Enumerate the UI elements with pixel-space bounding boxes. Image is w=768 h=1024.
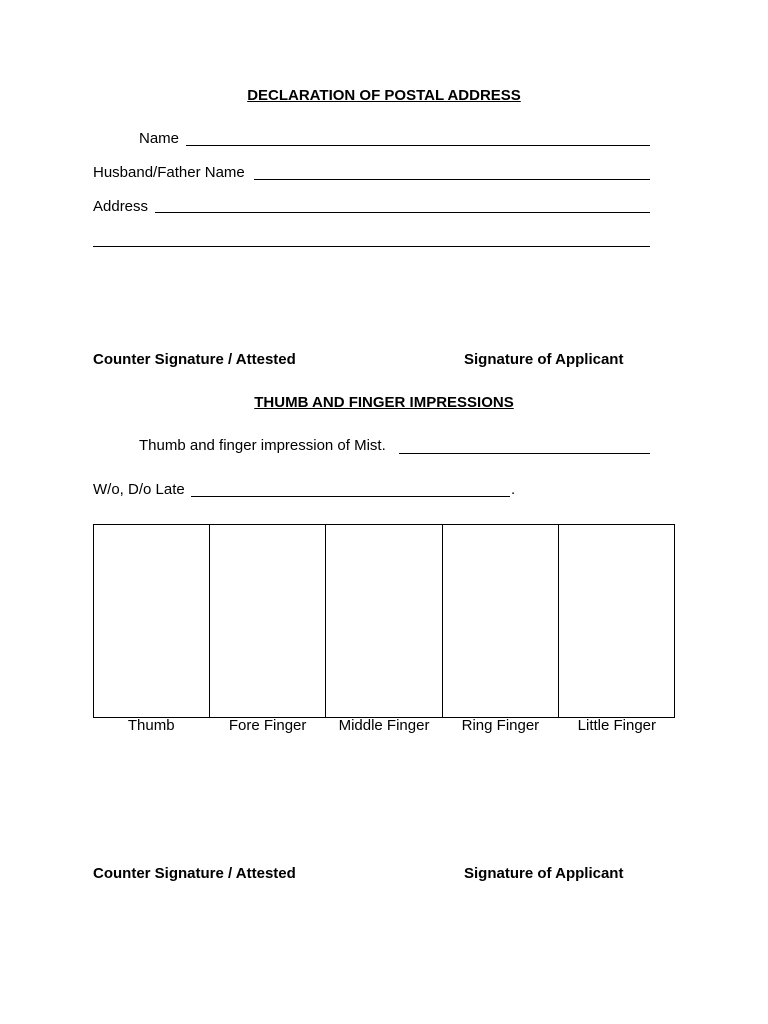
mist-field-line[interactable] bbox=[399, 453, 650, 454]
finger-label-thumb: Thumb bbox=[127, 717, 175, 734]
fore-finger-box[interactable] bbox=[210, 525, 326, 717]
husband-father-field-line[interactable] bbox=[254, 179, 650, 180]
counter-signature-label: Counter Signature / Attested bbox=[93, 351, 296, 368]
wo-do-period: . bbox=[511, 481, 516, 498]
finger-label-fore: Fore Finger bbox=[228, 717, 307, 734]
finger-label-ring: Ring Finger bbox=[461, 717, 540, 734]
name-field-line[interactable] bbox=[186, 145, 650, 146]
wo-do-field-line[interactable] bbox=[191, 496, 510, 497]
address-field-line-2[interactable] bbox=[93, 246, 650, 247]
address-field-line[interactable] bbox=[155, 212, 650, 213]
counter-signature-label-bottom: Counter Signature / Attested bbox=[93, 865, 296, 882]
ring-finger-box[interactable] bbox=[443, 525, 559, 717]
mist-label: Thumb and finger impression of Mist. bbox=[139, 437, 386, 454]
applicant-signature-label: Signature of Applicant bbox=[464, 351, 624, 368]
finger-label-middle: Middle Finger bbox=[338, 717, 430, 734]
name-label: Name bbox=[139, 130, 180, 147]
wo-do-label: W/o, D/o Late bbox=[93, 481, 185, 498]
little-finger-box[interactable] bbox=[559, 525, 674, 717]
middle-finger-box[interactable] bbox=[326, 525, 442, 717]
finger-labels bbox=[93, 717, 675, 734]
applicant-signature-label-bottom: Signature of Applicant bbox=[464, 865, 624, 882]
document-title: DECLARATION OF POSTAL ADDRESS bbox=[247, 87, 521, 104]
thumb-box[interactable] bbox=[94, 525, 210, 717]
address-label: Address bbox=[93, 198, 149, 215]
finger-impression-boxes bbox=[93, 524, 675, 718]
husband-father-label: Husband/Father Name bbox=[93, 164, 245, 181]
impressions-heading: THUMB AND FINGER IMPRESSIONS bbox=[254, 394, 514, 411]
finger-label-little: Little Finger bbox=[577, 717, 657, 734]
